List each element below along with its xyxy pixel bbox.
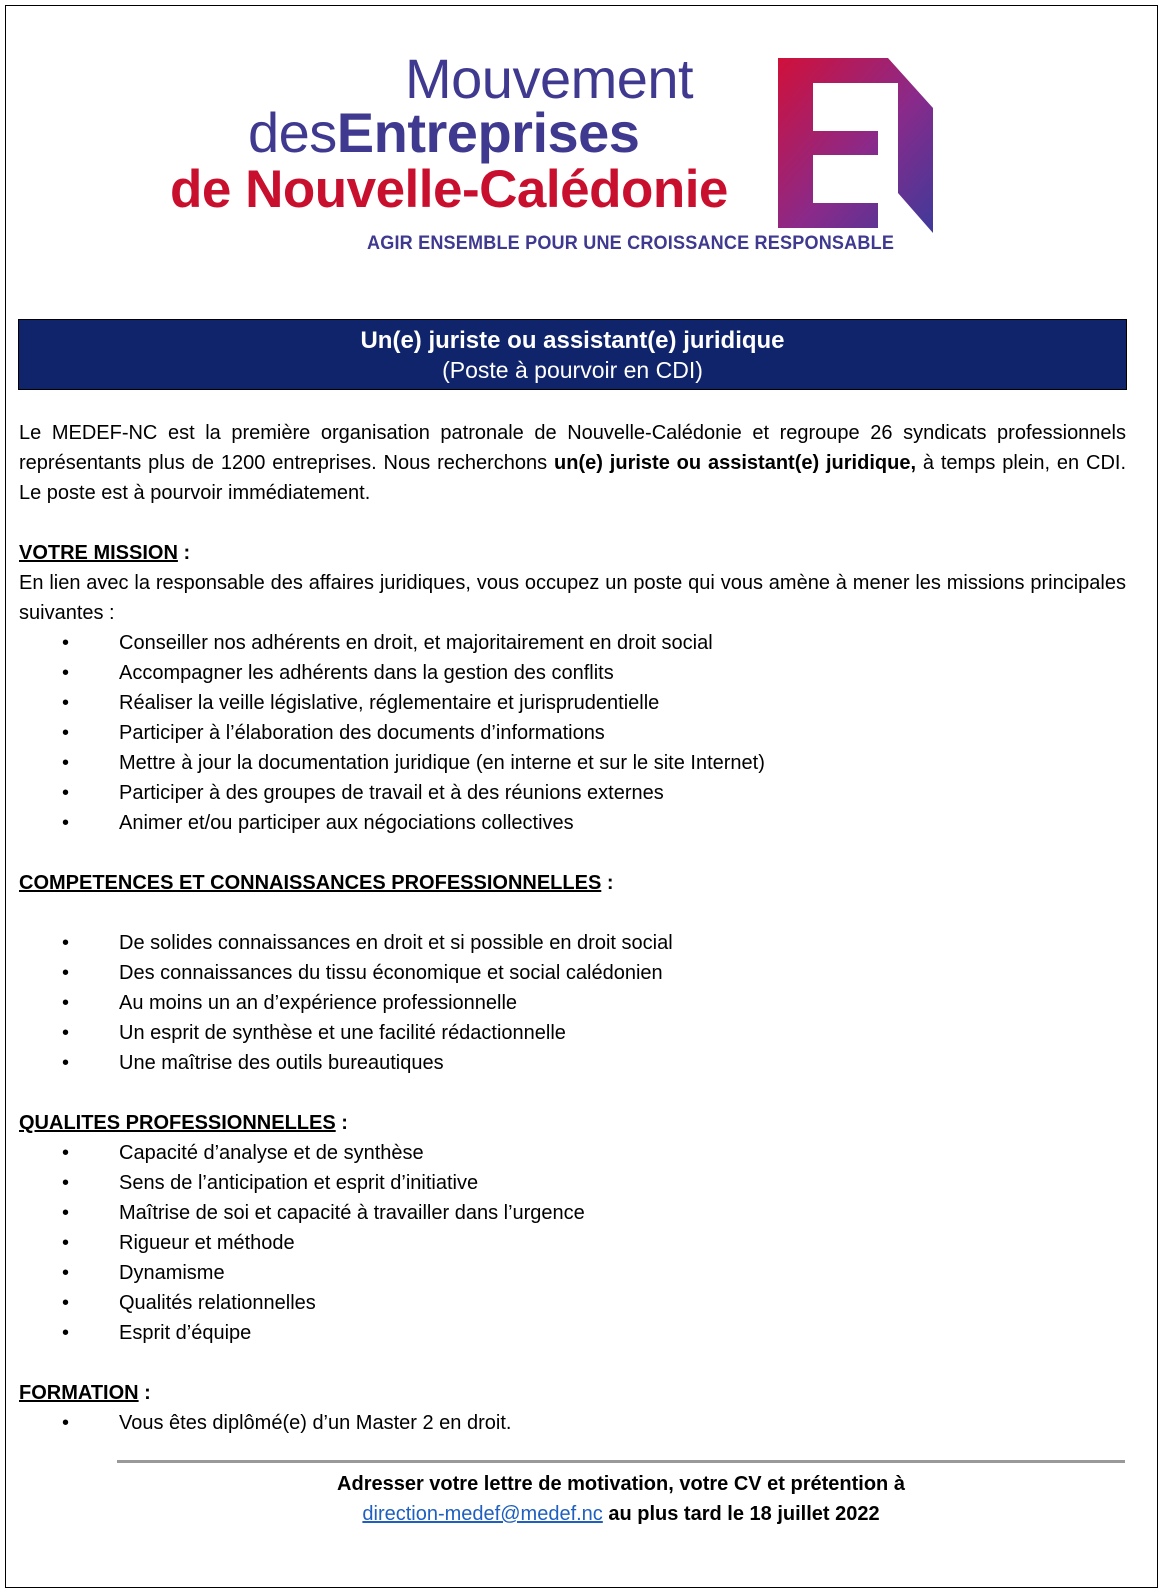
list-item-text: Accompagner les adhérents dans la gestion des conflits: [119, 662, 614, 684]
formation-list: [19, 1408, 1126, 1438]
list-item-text: Des connaissances du tissu économique et social calédonien: [119, 962, 663, 984]
section-competences: [19, 868, 1126, 1078]
list-item-text: Mettre à jour la documentation juridique (en interne et sur le site Internet): [119, 752, 765, 774]
list-item: [19, 748, 1126, 778]
bullet-icon: •: [62, 1262, 70, 1284]
list-item-text: Un esprit de synthèse et une facilité rédactionnelle: [119, 1022, 566, 1044]
bullet-icon: •: [62, 1322, 70, 1344]
bullet-icon: •: [62, 962, 70, 984]
competences-title: COMPETENCES ET CONNAISSANCES PROFESSIONNELLES: [19, 872, 602, 894]
application-instructions: [117, 1469, 1125, 1529]
list-item-text: De solides connaissances en droit et si possible en droit social: [119, 932, 673, 954]
list-item: [19, 658, 1126, 688]
list-item-text: Capacité d’analyse et de synthèse: [119, 1142, 424, 1164]
logo-e-mark-icon: [773, 53, 943, 243]
spacer: [19, 898, 1126, 928]
logo-line-mouvement: Mouvement: [405, 47, 694, 110]
list-item: [19, 1168, 1126, 1198]
intro-text-end: à temps plein, en CDI. Le poste est à pourvoir immédiatement.: [19, 452, 1127, 504]
job-title-banner: [18, 319, 1127, 390]
list-item: [19, 1228, 1126, 1258]
bullet-icon: •: [62, 692, 70, 714]
logo-tagline: AGIR ENSEMBLE POUR UNE CROISSANCE RESPONSABLE: [367, 233, 895, 254]
list-item-text: Qualités relationnelles: [119, 1292, 316, 1314]
formation-title: FORMATION: [19, 1382, 139, 1404]
mission-lead: En lien avec la responsable des affaires juridiques, vous occupez un poste qui vous amène à mener les missions principales suivantes :: [19, 572, 1126, 624]
list-item: [19, 808, 1126, 838]
competences-list: [19, 928, 1126, 1078]
bullet-icon: •: [62, 1202, 70, 1224]
section-mission: [19, 538, 1126, 838]
qualites-list: [19, 1138, 1126, 1348]
section-heading: [19, 868, 1126, 898]
bullet-icon: •: [62, 662, 70, 684]
list-item: [19, 778, 1126, 808]
list-item-text: Sens de l’anticipation et esprit d’initiative: [119, 1172, 479, 1194]
mission-list: [19, 628, 1126, 838]
intro-paragraph: [19, 418, 1126, 508]
list-item: [19, 1318, 1126, 1348]
list-item-text: Participer à l’élaboration des documents d’informations: [119, 722, 605, 744]
job-description: [19, 418, 1126, 1468]
section-heading: [19, 1378, 1126, 1408]
contact-email-link[interactable]: direction-medef@medef.nc: [362, 1503, 603, 1525]
job-title: Un(e) juriste ou assistant(e) juridique: [360, 327, 785, 354]
intro-highlight: un(e) juriste ou assistant(e) juridique,: [554, 452, 917, 474]
list-item: [19, 1198, 1126, 1228]
bullet-icon: •: [62, 1052, 70, 1074]
bullet-icon: •: [62, 992, 70, 1014]
list-item-text: Esprit d’équipe: [119, 1322, 252, 1344]
list-item: [19, 1408, 1126, 1438]
list-item: [19, 1018, 1126, 1048]
list-item: [19, 1048, 1126, 1078]
bullet-icon: •: [62, 632, 70, 654]
footer-line-1: Adresser votre lettre de motivation, votre CV et prétention à: [337, 1473, 905, 1495]
bullet-icon: •: [62, 782, 70, 804]
mission-title: VOTRE MISSION: [19, 542, 178, 564]
logo-des: des: [248, 101, 337, 164]
list-item: [19, 718, 1126, 748]
list-item: [19, 688, 1126, 718]
bullet-icon: •: [62, 1412, 70, 1434]
list-item: [19, 958, 1126, 988]
list-item-text: Au moins un an d’expérience professionnelle: [119, 992, 518, 1014]
list-item: [19, 988, 1126, 1018]
list-item-text: Vous êtes diplômé(e) d’un Master 2 en droit.: [119, 1412, 512, 1434]
list-item-text: Participer à des groupes de travail et à des réunions externes: [119, 782, 664, 804]
heading-colon: :: [177, 542, 191, 564]
qualites-title: QUALITES PROFESSIONNELLES: [19, 1112, 336, 1134]
list-item-text: Animer et/ou participer aux négociations collectives: [119, 812, 574, 834]
list-item-text: Une maîtrise des outils bureautiques: [119, 1052, 444, 1074]
heading-colon: :: [138, 1382, 151, 1404]
list-item: [19, 1138, 1126, 1168]
logo-line-nouvelle-caledonie: de Nouvelle-Calédonie: [170, 160, 728, 219]
section-qualites: [19, 1108, 1126, 1348]
list-item: [19, 628, 1126, 658]
list-item-text: Dynamisme: [119, 1262, 225, 1284]
section-heading: [19, 1108, 1126, 1138]
footer-divider: [117, 1460, 1125, 1463]
bullet-icon: •: [62, 752, 70, 774]
list-item-text: Rigueur et méthode: [119, 1232, 295, 1254]
heading-colon: :: [601, 872, 614, 894]
list-item-text: Maîtrise de soi et capacité à travailler dans l’urgence: [119, 1202, 585, 1224]
bullet-icon: •: [62, 1232, 70, 1254]
bullet-icon: •: [62, 932, 70, 954]
bullet-icon: •: [62, 722, 70, 744]
deadline-text: au plus tard le 18 juillet 2022: [602, 1503, 880, 1525]
list-item: [19, 928, 1126, 958]
list-item: [19, 1258, 1126, 1288]
section-heading: [19, 538, 1126, 568]
list-item: [19, 1288, 1126, 1318]
bullet-icon: •: [62, 812, 70, 834]
bullet-icon: •: [62, 1022, 70, 1044]
section-formation: [19, 1378, 1126, 1438]
bullet-icon: •: [62, 1172, 70, 1194]
bullet-icon: •: [62, 1142, 70, 1164]
list-item-text: Réaliser la veille législative, réglementaire et jurisprudentielle: [119, 692, 660, 714]
logo-line-entreprises: [248, 103, 639, 163]
medef-nc-logo: [170, 45, 950, 270]
heading-colon: :: [335, 1112, 348, 1134]
list-item-text: Conseiller nos adhérents en droit, et majoritairement en droit social: [119, 632, 713, 654]
job-contract-type: (Poste à pourvoir en CDI): [442, 357, 703, 383]
bullet-icon: •: [62, 1292, 70, 1314]
footer-line-2: [117, 1499, 1125, 1529]
logo-entreprises: Entreprises: [336, 101, 640, 164]
intro-text: Le MEDEF-NC est la première organisation patronale de Nouvelle-Calédonie et regroupe 26 syndicats professionnels représentants plus de 1200 entreprises. Nous recherchons: [19, 422, 1126, 474]
